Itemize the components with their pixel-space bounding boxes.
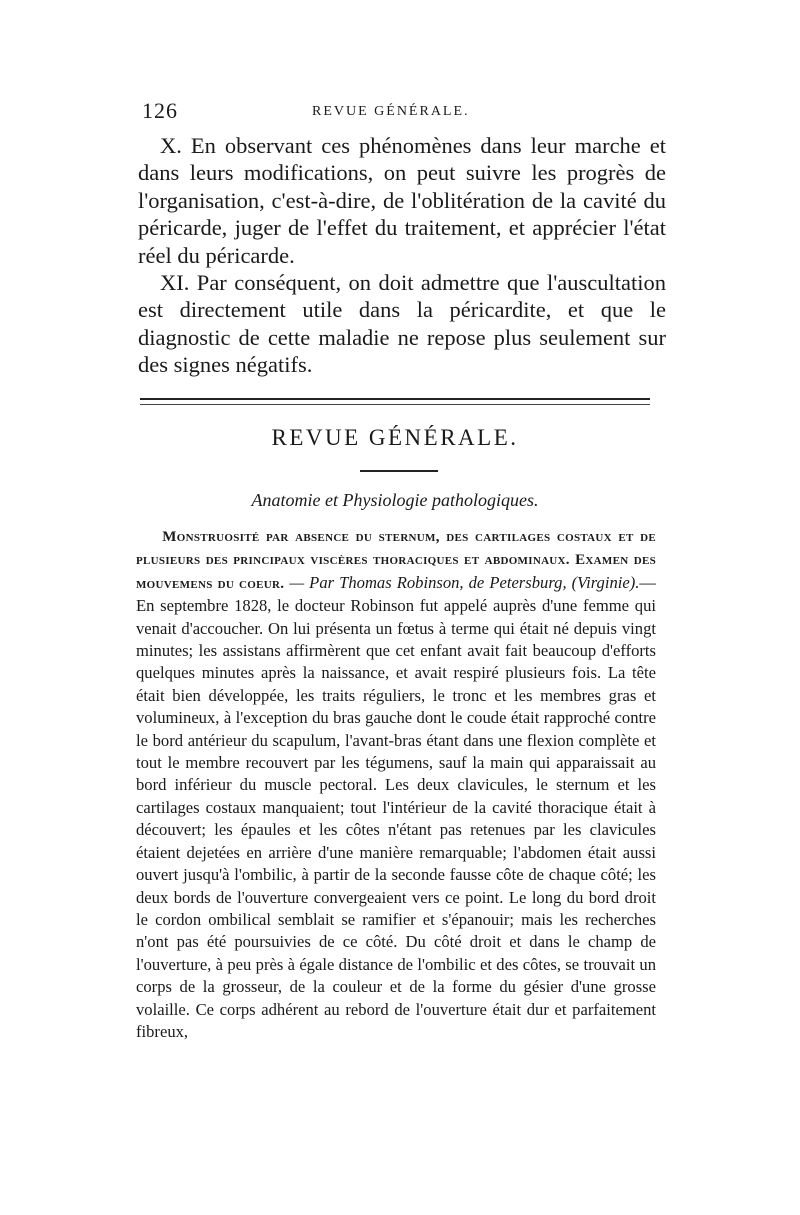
page-header	[142, 98, 662, 126]
section-title: REVUE GÉNÉRALE.	[271, 425, 519, 450]
article-body	[136, 525, 656, 1043]
article-paragraph	[136, 525, 656, 1043]
running-head: REVUE GÉNÉRALE.	[312, 104, 470, 119]
paragraph-x: X. En observant ces phénomènes dans leur marche et dans leurs modifications, on peut suivre les progrès de l'organisation, c'est-à-dire, de l'oblitération de la cavité du péricarde, juger de l'effet du traitement, et apprécier l'état réel du péricarde.	[138, 133, 666, 268]
previous-article-conclusion	[138, 132, 666, 379]
article-byline: — Par Thomas Robinson, de Petersburg, (Virginie).	[289, 572, 640, 592]
article-heading: Monstruosité par absence du sternum, des cartilages costaux et de plusieurs des principaux viscères thoraciques et abdominaux. Examen des mouvemens du coeur.	[136, 529, 657, 592]
page-number: 126	[142, 98, 178, 123]
double-rule-divider	[140, 398, 650, 409]
article-text: — En septembre 1828, le docteur Robinson fut appelé auprès d'une femme qui venait d'accoucher. On lui présenta un fœtus à terme qui était né depuis vingt minutes; les assistans affirmèrent que cet enfant avait fait beaucoup d'efforts quelques minutes après la naissance, et avait respiré plusieurs fois. La tête était bien développée, les traits réguliers, le tronc et les membres gras et volumineux, à l'exception du bras gauche dont le coude était rapproché contre le bord antérieur du scapulum, l'avant-bras étant dans une flexion complète et tout le membre recouvert par les tégumens, sauf la main qui apparaissait au bord inférieur du muscle pectoral. Les deux clavicules, le sternum et les cartilages costaux manquaient; tout l'intérieur de la cavité thoracique était à découvert; les épaules et les côtes n'étant pas retenues par les clavicules étaient dejetées en arrière d'une manière remarquable; l'abdomen était aussi ouvert jusqu'à l'ombilic, à partir de la seconde fausse côte de chaque côté; les deux bords de l'ouverture convergeaient vers ce point. Le long du bord droit le cordon ombilical semblait se ramifier et s'épanouir; mais les recherches n'ont pas été poursuivies de ce côté. Du côté droit et dans le champ de l'ouverture, à peu près à égale distance de l'ombilic et des côtes, se trouvait un corps de la grosseur, de la couleur et de la forme du gésier d'une grosse volaille. Ce corps adhérent au rebord de l'ouverture était dur et parfaitement fibreux,	[136, 572, 656, 1041]
short-rule-divider	[360, 470, 438, 472]
subsection-title: Anatomie et Physiologie pathologiques.	[251, 490, 539, 510]
paragraph-xi: XI. Par conséquent, on doit admettre que l'auscultation est directement utile dans la péricardite, et que le diagnostic de cette maladie ne repose plus seulement sur des signes négatifs.	[138, 270, 666, 378]
